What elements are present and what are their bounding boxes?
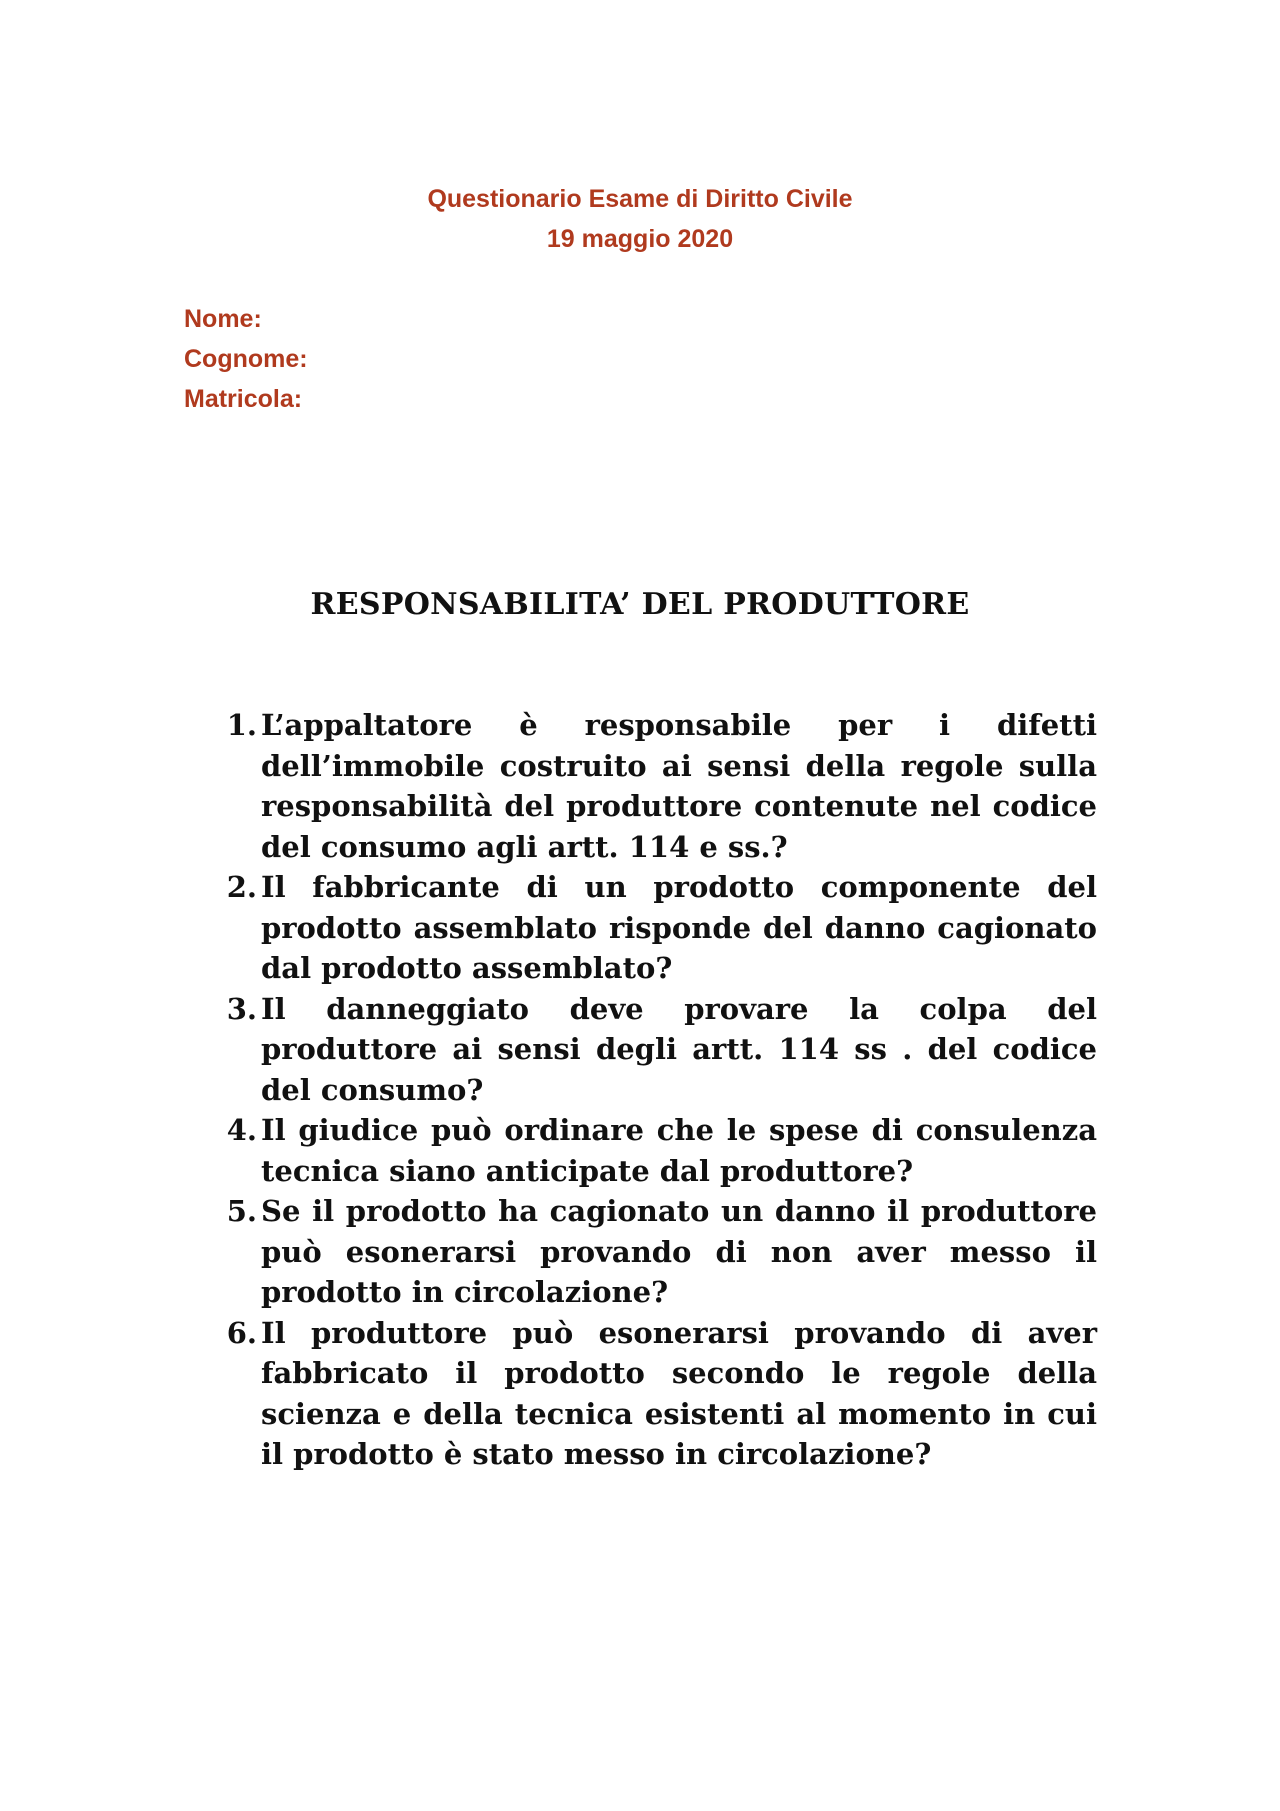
question-text: L’appaltatore è responsabile per i difetti dell’immobile costruito ai sensi della regole sulla responsabilità del produttore contenute nel codice del consumo agli artt. 114 e ss.? [261, 708, 1097, 864]
student-id-field-label: Matricola: [184, 385, 303, 413]
question-item [215, 1110, 1097, 1191]
question-text: Il produttore può esonerarsi provando di aver fabbricato il prodotto secondo le regole della scienza e della tecnica esistenti al momento in cui il prodotto è stato messo in circolazione? [261, 1315, 1097, 1471]
name-field-label: Nome: [184, 305, 262, 333]
question-item [215, 867, 1097, 989]
question-item [215, 1191, 1097, 1313]
question-item [215, 1313, 1097, 1475]
question-item [215, 705, 1097, 867]
surname-field-label: Cognome: [184, 345, 308, 373]
question-list [215, 705, 1097, 1475]
question-number: 2. [226, 870, 257, 904]
document-title: Questionario Esame di Diritto Civile [427, 185, 853, 213]
question-number: 5. [226, 1194, 257, 1228]
question-number: 3. [226, 991, 257, 1026]
question-text: Il danneggiato deve provare la colpa del produttore ai sensi degli artt. 114 ss . del codice del consumo? [261, 991, 1097, 1107]
document-date: 19 maggio 2020 [546, 225, 734, 253]
question-number: 6. [226, 1315, 257, 1350]
section-title: RESPONSABILITA’ DEL PRODUTTORE [310, 587, 970, 622]
question-number: 1. [226, 708, 257, 742]
question-text: Il giudice può ordinare che le spese di consulenza tecnica siano anticipate dal produttore? [261, 1113, 1097, 1188]
question-number: 4. [226, 1113, 257, 1147]
question-text: Il fabbricante di un prodotto componente del prodotto assemblato risponde del danno cagionato dal prodotto assemblato? [261, 870, 1097, 985]
question-item [215, 989, 1097, 1111]
question-text: Se il prodotto ha cagionato un danno il produttore può esonerarsi provando di non aver messo il prodotto in circolazione? [261, 1194, 1097, 1309]
